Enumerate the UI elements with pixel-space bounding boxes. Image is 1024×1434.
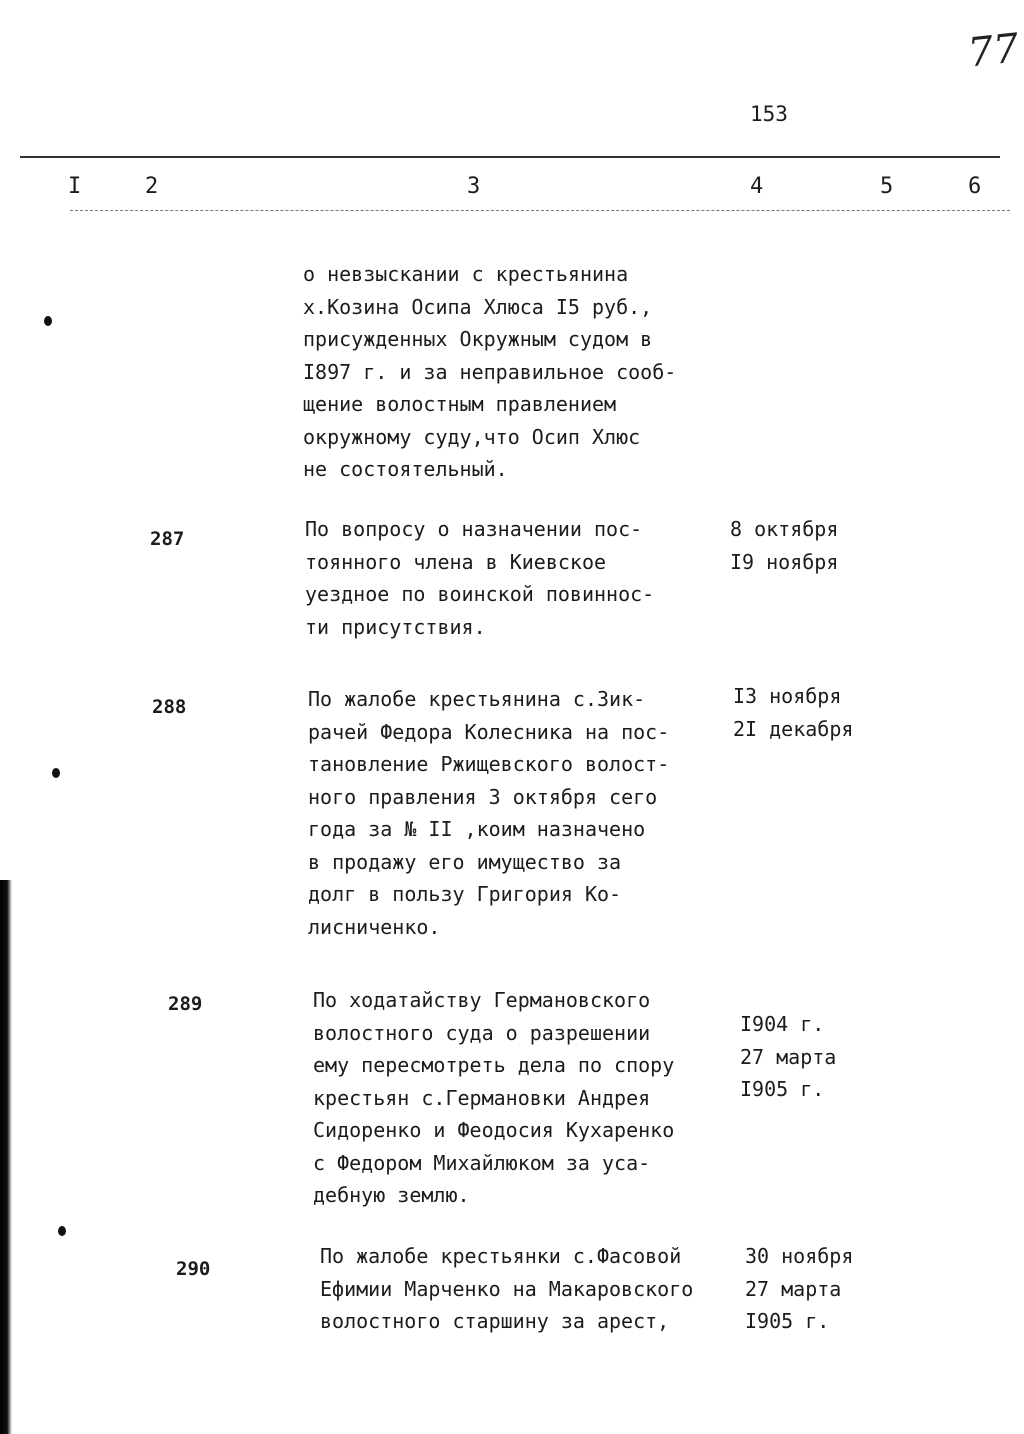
description-line: щение волостным правлением — [303, 392, 617, 416]
punch-hole-mark — [58, 1226, 66, 1236]
date-line: I9 ноября — [730, 549, 839, 574]
entry-description — [305, 513, 654, 643]
entry-number: 289 — [168, 993, 203, 1015]
description-line: По ходатайству Германовского — [313, 988, 651, 1012]
entry-dates — [740, 1008, 836, 1106]
entry-number: 288 — [152, 696, 187, 718]
description-line: х.Козина Осипа Хлюса I5 руб., — [303, 294, 653, 319]
description-line: По вопросу о назначении пос- — [305, 517, 643, 541]
column-header-3: 3 — [467, 174, 481, 199]
date-line: 27 марта — [740, 1044, 837, 1069]
punch-hole-mark — [44, 316, 52, 326]
description-line: волостного суда о разрешении — [313, 1020, 651, 1045]
description-line: рачей Федора Колесника на пос- — [308, 719, 670, 744]
entry-dates — [730, 513, 838, 578]
description-line: ного правления 3 октября сего — [308, 784, 658, 809]
description-line: ему пересмотреть дела по спору — [313, 1053, 675, 1077]
description-line: тоянного члена в Киевское — [305, 549, 607, 574]
date-line: 8 октября — [730, 517, 839, 541]
column-header-4: 4 — [750, 174, 764, 199]
description-line: тановление Ржищевского волост- — [308, 752, 670, 776]
description-line: лисниченко. — [308, 914, 441, 939]
scan-shadow-edge — [0, 880, 12, 1434]
description-line: с Федором Михайлюком за уса- — [313, 1150, 651, 1175]
entry-description — [308, 683, 669, 943]
description-line: присужденных Окружным судом в — [303, 327, 653, 351]
header-top-rule — [20, 156, 1000, 158]
description-line: ти присутствия. — [305, 614, 486, 639]
description-line: волостного старшину за арест, — [320, 1309, 670, 1333]
punch-hole-mark — [52, 768, 60, 778]
header-bottom-rule — [70, 210, 1010, 211]
entry-number: 287 — [150, 528, 185, 550]
column-header-1: I — [68, 174, 82, 199]
date-line: I3 ноября — [733, 684, 842, 708]
description-line: Ефимии Марченко на Макаровского — [320, 1276, 694, 1301]
entry-description — [313, 984, 674, 1212]
description-line: года за № II ,коим назначено — [308, 817, 646, 841]
entry-dates — [733, 680, 853, 745]
description-line: уездное по воинской повиннос- — [305, 582, 655, 606]
description-line: Сидоренко и Феодосия Кухаренко — [313, 1118, 675, 1142]
description-line: По жалобе крестьянина с.Зик- — [308, 687, 646, 711]
archive-sheet-number: 77 — [965, 25, 1022, 77]
continuation-description — [303, 258, 676, 486]
date-line: 2I декабря — [733, 716, 854, 741]
date-line: 30 ноября — [745, 1244, 854, 1268]
page-number: 153 — [750, 102, 788, 126]
column-header-2: 2 — [145, 174, 159, 199]
description-line: дебную землю. — [313, 1183, 470, 1207]
description-line: I897 г. и за неправильное сооб- — [303, 359, 677, 384]
entry-number: 290 — [176, 1258, 211, 1280]
date-line: 27 марта — [745, 1276, 842, 1301]
description-line: долг в пользу Григория Ко- — [308, 882, 622, 906]
description-line: крестьян с.Германовки Андрея — [313, 1085, 651, 1110]
date-line: I905 г. — [745, 1309, 830, 1333]
description-line: не состоятельный. — [303, 457, 508, 481]
column-header-5: 5 — [880, 174, 894, 199]
column-header-6: 6 — [968, 174, 982, 199]
description-line: о невзыскании с крестьянина — [303, 262, 629, 286]
description-line: окружному суду,что Осип Хлюс — [303, 424, 641, 449]
entry-dates — [745, 1240, 853, 1338]
date-line: I905 г. — [740, 1077, 825, 1101]
date-line: I904 г. — [740, 1012, 825, 1036]
description-line: По жалобе крестьянки с.Фасовой — [320, 1244, 682, 1268]
entry-description — [320, 1240, 693, 1338]
description-line: в продажу его имущество за — [308, 849, 622, 874]
